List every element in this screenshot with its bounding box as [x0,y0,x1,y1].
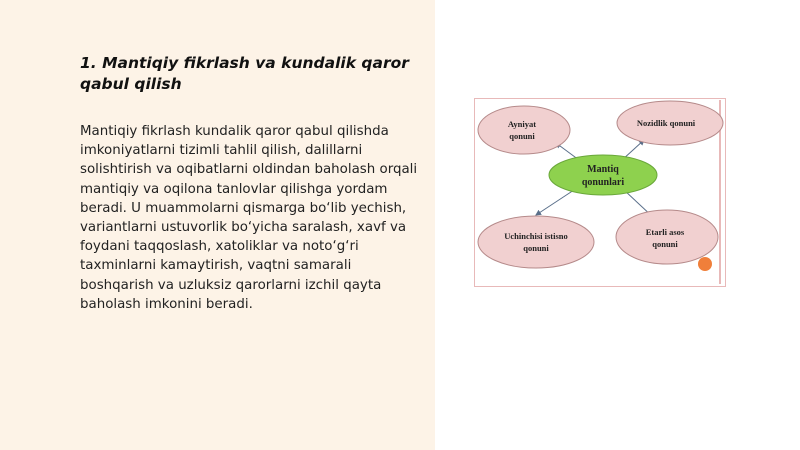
node-mantiq-qonunlari [549,155,657,195]
center-node-label: Mantiq [587,164,619,175]
slide-body-text: Mantiqiy fikrlash kundalik qaror qabul qilishda imkoniyatlarni tizimli tahlil qilish, dalillarni solishtirish va oqibatlarni oldindan baholash orqali mantiqiy va oqilona tanlovlar qilishga yordam beradi. U muammolarni qismarga bo‘lib yechish, variantlarni ustuvorlik bo‘yicha saralash, xavf va foydani taqqoslash, xatoliklar va noto‘g‘ri taxminlarni kamaytirish, vaqtni samarali boshqarish va uzluksiz qarorlarni izchil qayta baholash imkonini beradi. [80,124,418,312]
node-ayniyat [478,106,570,154]
node-etarli-asos-label: qonuni [652,239,678,249]
node-ayniyat-label: Ayniyat [507,119,537,129]
node-etarli-asos [616,210,718,264]
node-uchinchisi-istisno [478,216,594,268]
node-uchinchisi-label: qonuni [523,243,549,253]
center-node-label: qonunlari [581,177,625,188]
node-ayniyat-label: qonuni [509,131,535,141]
node-uchinchisi-label: Uchinchisi istisno [504,231,568,241]
slide-title: 1. Mantiqiy fikrlash va kundalik qaror qabul qilish [80,54,409,93]
logic-laws-diagram [474,98,726,287]
node-etarli-asos-label: Etarli asos [645,227,685,237]
node-nozidlik-label: Nozidlik qonuni [636,118,696,128]
accent-dot [698,257,712,271]
